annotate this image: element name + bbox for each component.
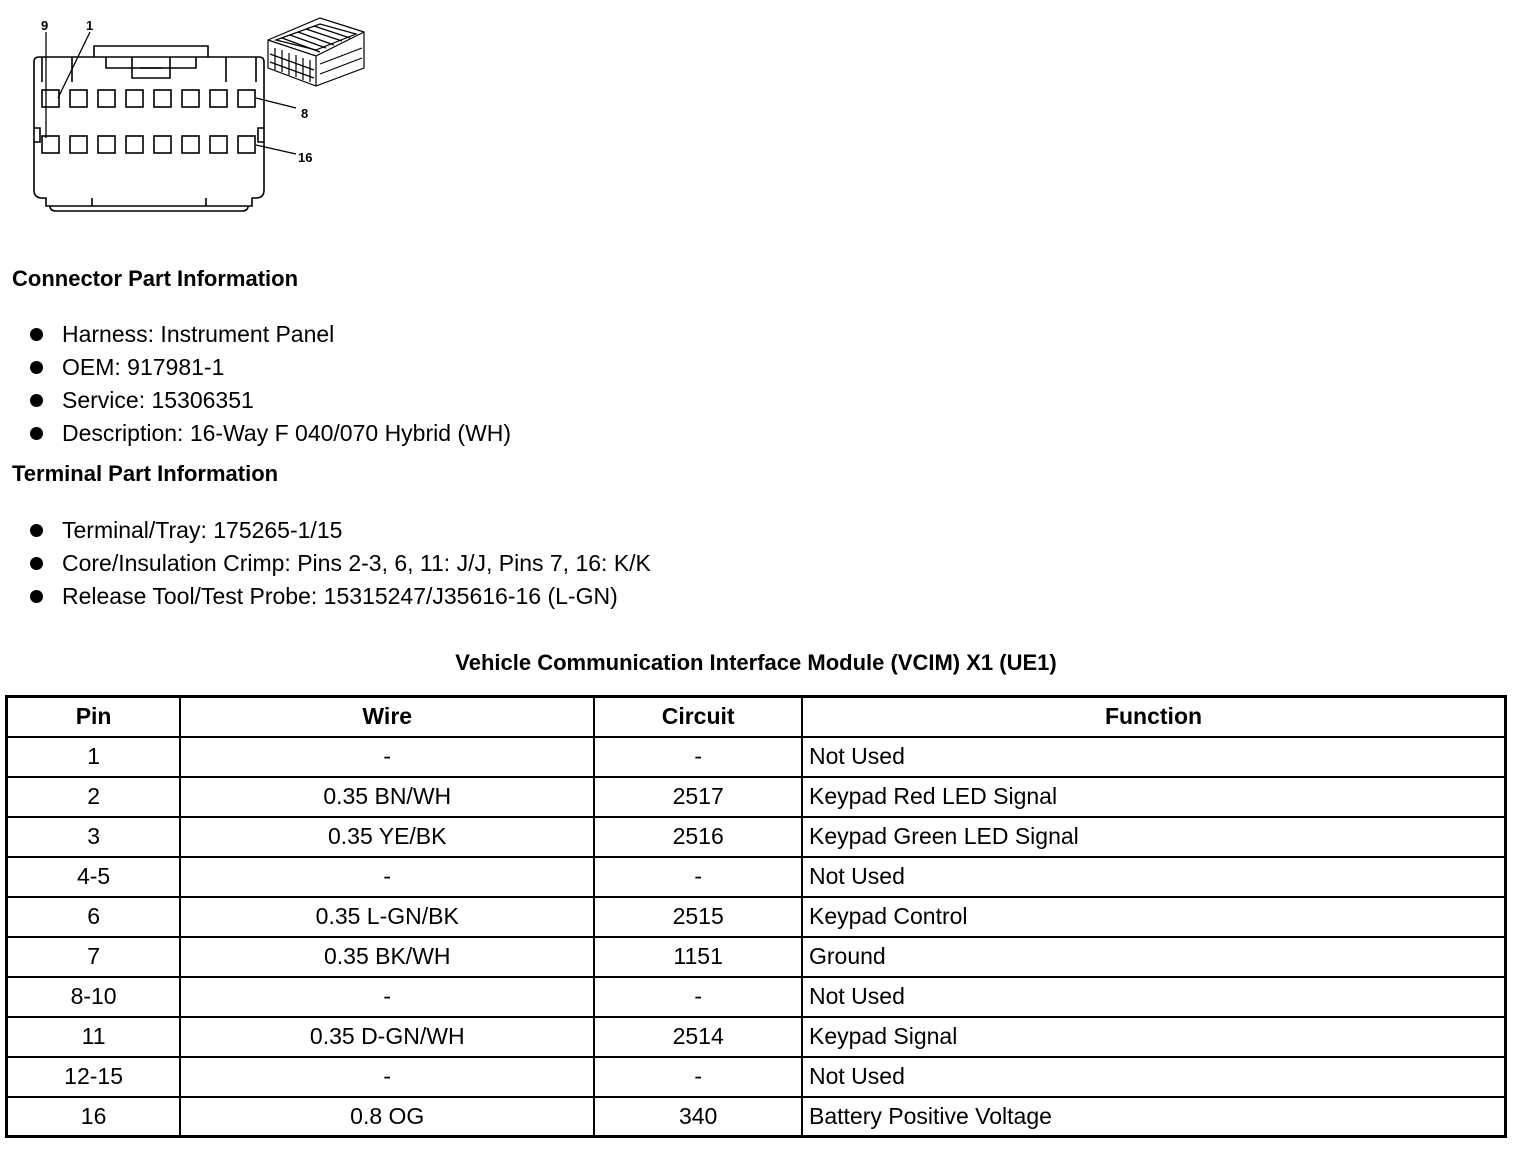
connector-iso-view: [268, 18, 364, 86]
bullet-icon: [30, 524, 43, 537]
table-row: [7, 777, 1506, 817]
callout-pin-9: 9: [41, 18, 49, 33]
callout-pin-1: 1: [86, 18, 94, 33]
bullet-icon: [30, 427, 43, 440]
cell-circuit: -: [594, 737, 802, 777]
cell-circuit: 2517: [594, 777, 802, 817]
cell-pin: 16: [7, 1097, 181, 1137]
bullet-icon: [30, 590, 43, 603]
table-row: [7, 1097, 1506, 1137]
table-row: [7, 1057, 1506, 1097]
cell-wire: 0.35 YE/BK: [180, 817, 594, 857]
header-circuit: Circuit: [594, 697, 802, 737]
cell-function: Not Used: [802, 977, 1506, 1017]
connector-info-list: [28, 318, 511, 450]
cell-function: Keypad Green LED Signal: [802, 817, 1506, 857]
header-function: Function: [802, 697, 1506, 737]
list-item: Service: 15306351: [28, 384, 511, 417]
cell-function: Not Used: [802, 737, 1506, 777]
list-item: Harness: Instrument Panel: [28, 318, 511, 351]
cell-pin: 7: [7, 937, 181, 977]
cell-pin: 3: [7, 817, 181, 857]
cell-wire: -: [180, 857, 594, 897]
cell-circuit: 2516: [594, 817, 802, 857]
cell-wire: -: [180, 1057, 594, 1097]
list-item: Terminal/Tray: 175265-1/15: [28, 514, 651, 547]
list-item: Release Tool/Test Probe: 15315247/J35616-16 (L-GN): [28, 580, 651, 613]
cell-circuit: 2514: [594, 1017, 802, 1057]
cell-wire: 0.8 OG: [180, 1097, 594, 1137]
cell-circuit: -: [594, 857, 802, 897]
cell-function: Keypad Signal: [802, 1017, 1506, 1057]
cell-pin: 2: [7, 777, 181, 817]
cell-wire: -: [180, 977, 594, 1017]
table-row: [7, 817, 1506, 857]
cell-function: Keypad Red LED Signal: [802, 777, 1506, 817]
cell-wire: 0.35 L-GN/BK: [180, 897, 594, 937]
list-item: Core/Insulation Crimp: Pins 2-3, 6, 11: J/J, Pins 7, 16: K/K: [28, 547, 651, 580]
cell-pin: 12-15: [7, 1057, 181, 1097]
terminal-info-list: [28, 514, 651, 613]
terminal-info-heading: Terminal Part Information: [12, 461, 279, 486]
cell-circuit: 1151: [594, 937, 802, 977]
list-item: Description: 16-Way F 040/070 Hybrid (WH): [28, 417, 511, 450]
pinout-table: [5, 695, 1507, 1138]
list-item: OEM: 917981-1: [28, 351, 511, 384]
cell-pin: 4-5: [7, 857, 181, 897]
table-row: [7, 897, 1506, 937]
bullet-icon: [30, 361, 43, 374]
cell-function: Ground: [802, 937, 1506, 977]
bullet-icon: [30, 557, 43, 570]
cell-wire: 0.35 BN/WH: [180, 777, 594, 817]
cell-function: Keypad Control: [802, 897, 1506, 937]
table-row: [7, 737, 1506, 777]
cell-pin: 1: [7, 737, 181, 777]
table-header-row: [7, 697, 1506, 737]
cell-wire: -: [180, 737, 594, 777]
cell-pin: 6: [7, 897, 181, 937]
table-row: [7, 977, 1506, 1017]
cell-circuit: -: [594, 1057, 802, 1097]
cell-function: Battery Positive Voltage: [802, 1097, 1506, 1137]
cell-pin: 11: [7, 1017, 181, 1057]
cell-circuit: -: [594, 977, 802, 1017]
cell-wire: 0.35 D-GN/WH: [180, 1017, 594, 1057]
table-row: [7, 857, 1506, 897]
table-row: [7, 1017, 1506, 1057]
callout-pin-16: 16: [298, 150, 313, 165]
cell-circuit: 340: [594, 1097, 802, 1137]
bullet-icon: [30, 328, 43, 341]
connector-diagram: [20, 10, 380, 220]
cell-circuit: 2515: [594, 897, 802, 937]
connector-info-heading: Connector Part Information: [12, 266, 299, 291]
header-wire: Wire: [180, 697, 594, 737]
header-pin: Pin: [7, 697, 181, 737]
callout-pin-8: 8: [301, 106, 309, 121]
cell-wire: 0.35 BK/WH: [180, 937, 594, 977]
bullet-icon: [30, 394, 43, 407]
cell-function: Not Used: [802, 1057, 1506, 1097]
cell-pin: 8-10: [7, 977, 181, 1017]
table-title: Vehicle Communication Interface Module (VCIM) X1 (UE1): [455, 650, 1057, 675]
cell-function: Not Used: [802, 857, 1506, 897]
table-row: [7, 937, 1506, 977]
